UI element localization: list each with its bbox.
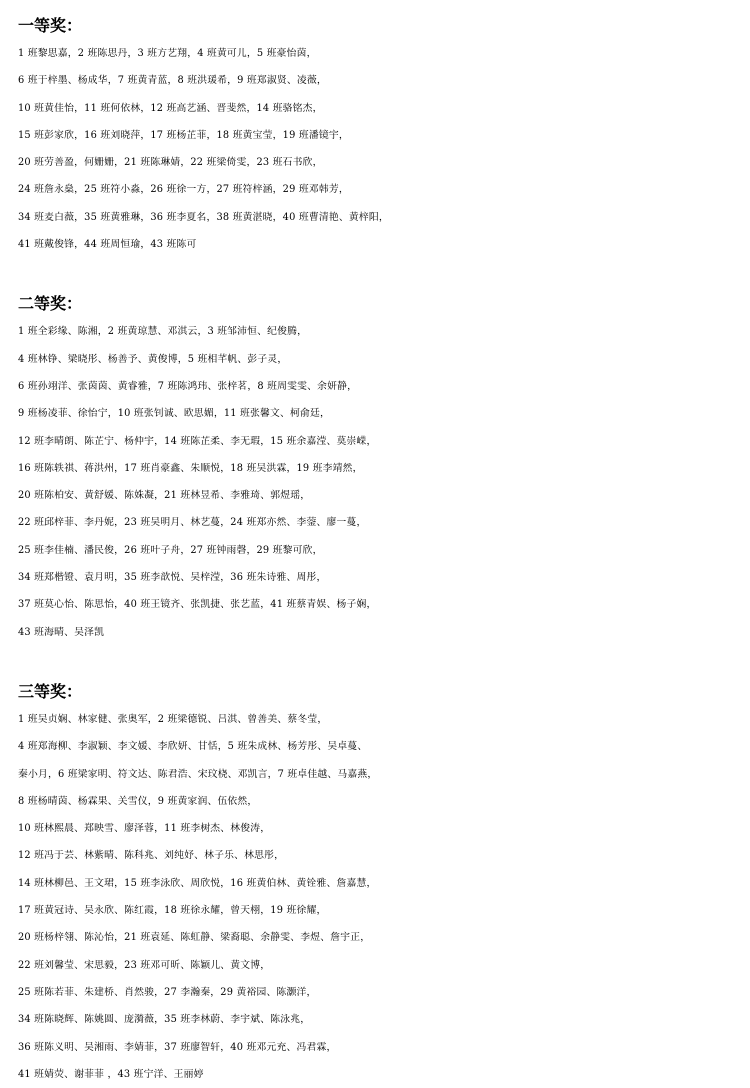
section-heading: 三等奖： <box>18 681 83 701</box>
text-line: 17 班黄冠诗、吴永欣、陈红霞，18 班徐永耀，曾天栩，19 班徐耀， <box>18 905 327 917</box>
third-prize-section <box>18 678 750 1088</box>
text-line: 秦小月，6 班梁家明、符文达、陈君浩、宋玟桡、邓凯言，7 班卓佳越、马嘉燕， <box>18 768 378 780</box>
text-line: 1 班全彩缘、陈湘，2 班黄琼慧、邓淇云，3 班邹沛恒、纪俊腾， <box>18 326 308 338</box>
text-line: 41 班婧荧、谢菲菲 ，43 班宁洋、王丽婷 <box>18 1068 204 1080</box>
text-line: 6 班孙翊洋、张茵茵、黄睿雅，7 班陈鸿玮、张梓茗，8 班周雯雯、余妍静， <box>18 380 358 392</box>
text-line: 8 班杨晴茵、杨霖果、关雪仪，9 班黄家润、伍依然， <box>18 795 258 807</box>
text-line: 10 班林熙晨、郑映雪、廖泽蓉，11 班李树杰、林俊涛， <box>18 823 271 835</box>
first-prize-section <box>18 12 750 258</box>
text-line: 22 班刘馨莹、宋思毅，23 班邓可昕、陈颖儿、黄文博， <box>18 959 271 971</box>
text-line: 4 班林铮、梁晓彤、杨善予、黄俊博，5 班相芊帆、彭子灵， <box>18 353 288 365</box>
text-line: 20 班杨梓翎、陈沁怡，21 班袁延、陈虹静、梁裔聪、余静雯、李煜、詹宇正， <box>18 932 371 944</box>
text-line: 41 班戴俊锋，44 班周恒瑜，43 班陈可 <box>18 239 197 251</box>
text-line: 20 班劳善盈，何姗姗，21 班陈琳婧，22 班梁倚雯，23 班石书欣， <box>18 157 323 169</box>
text-line: 34 班麦白薇，35 班黄雅琳，36 班李夏名，38 班黄湛晓，40 班曹清艳、黄梓阳， <box>18 211 389 223</box>
text-line: 36 班陈义明、吴湘雨、李婧菲，37 班廖智轩，40 班邓元充、冯君霖， <box>18 1041 337 1053</box>
text-line: 37 班莫心怡、陈思怡，40 班王镜齐、张凯捷、张艺蓝，41 班蔡青娱、杨子娴， <box>18 599 377 611</box>
text-line: 9 班杨凌菲、徐怡宁，10 班张钊诚、欧思媚，11 班张馨文、柯俞廷， <box>18 408 331 420</box>
text-line: 4 班郑海柳、李淑颖、李文媛、李欣妍、甘恬，5 班朱成林、杨芳彤、吴卓蔓、 <box>18 741 368 753</box>
text-line: 1 班吴贞娴、林家健、张奥军，2 班梁德锐、吕淇、曾善美、蔡冬莹， <box>18 713 328 725</box>
text-line: 16 班陈轶祺、蒋洪州，17 班肖豪鑫、朱顺悦，18 班吴洪霖，19 班李靖然， <box>18 462 363 474</box>
text-line: 6 班于梓墨、杨成华，7 班黄青蓝，8 班洪瑗希，9 班郑淑贤、凌薇， <box>18 75 327 87</box>
text-line: 22 班邱梓菲、李丹妮，23 班吴明月、林艺蔓，24 班郑亦然、李蓥、廖一蔓， <box>18 517 367 529</box>
text-line: 10 班黄佳怡，11 班何依林，12 班高艺涵、晋斐然，14 班骆铭杰， <box>18 102 323 114</box>
text-line: 12 班冯于芸、林紫晴、陈科兆、刘纯妤、林子乐、林思彤， <box>18 850 285 862</box>
text-line: 25 班李佳楠、潘民俊，26 班叶子舟，27 班钟雨磬，29 班黎可欣， <box>18 544 323 556</box>
text-line: 20 班陈柏安、黄舒媛、陈姝凝，21 班林昱希、李雅琦、郭煜瑶， <box>18 490 311 502</box>
text-line: 15 班彭家欣，16 班刘晓萍，17 班杨芷菲，18 班黄宝莹，19 班潘镜宇， <box>18 129 349 141</box>
text-line: 24 班詹永燊，25 班符小淼，26 班徐一方，27 班符梓涵，29 班邓韩芳， <box>18 184 349 196</box>
section-heading: 一等奖： <box>18 16 83 35</box>
text-line: 43 班海晴、吴泽凯 <box>18 626 105 638</box>
text-line: 12 班李晴朗、陈芷宁、杨仲宇，14 班陈芷柔、李无瑕，15 班余嘉滢、莫崇嵘， <box>18 435 377 447</box>
second-prize-section <box>18 290 750 646</box>
section-heading: 二等奖： <box>18 294 83 314</box>
text-line: 14 班林柳邑、王文珺，15 班李泳欣、周欣悦，16 班黄伯林、黄铨雅、詹嘉慧， <box>18 877 377 889</box>
text-line: 25 班陈若菲、朱建桥、肖然骏，27 李瀚秦，29 黄裕园、陈灏洋， <box>18 986 317 998</box>
text-line: 34 班陈晓辉、陈姚圆、庞漪薇，35 班李林蔚、李宇斌、陈泳兆， <box>18 1014 311 1026</box>
text-line: 34 班郑楷镫、袁月明，35 班李歆悦、吴梓滢，36 班朱诗雅、周彤， <box>18 572 327 584</box>
text-line: 1 班黎思嘉，2 班陈思丹，3 班方艺翔，4 班黄可儿，5 班豪怡茵， <box>18 48 317 59</box>
